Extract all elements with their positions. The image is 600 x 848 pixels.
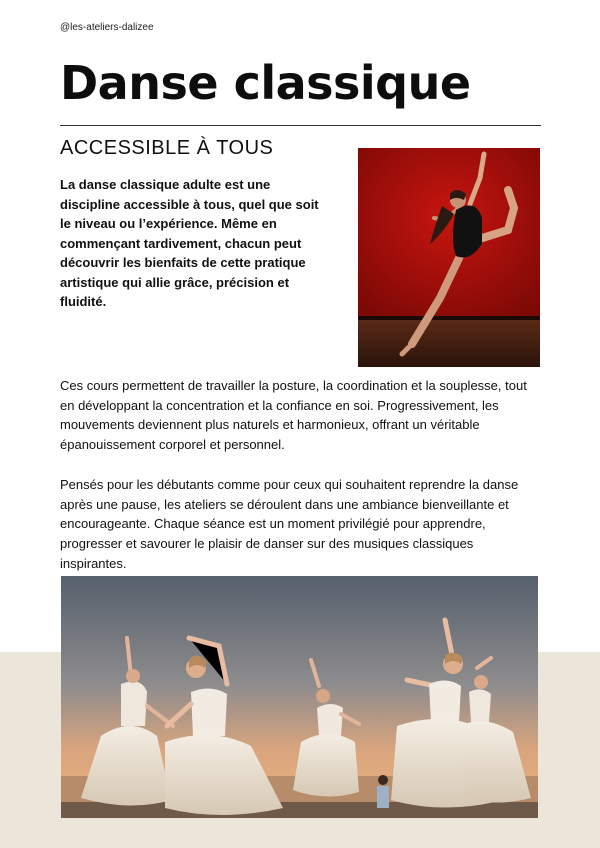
dancer-leap-photo [358, 148, 540, 367]
dance-troupe-photo [61, 576, 538, 818]
intro-paragraph: La danse classique adulte est une discipline accessible à tous, quel que soit le niveau ou l’expérience. Même en commençant tardivement, chacun peut découvrir les bienfaits de cette pratique artistique qui allie grâce, précision et fluidité. [60, 177, 319, 309]
social-handle: @les-ateliers-dalizee [60, 22, 154, 33]
page-title: Danse classique [60, 56, 471, 110]
section-subtitle: ACCESSIBLE À TOUS [60, 137, 274, 159]
title-divider [60, 125, 541, 126]
body-paragraph-2: Pensés pour les débutants comme pour ceux qui souhaitent reprendre la danse après une pause, les ateliers se déroulent dans une ambiance bienveillante et encourageante. Chaque séance est un moment privilégié pour apprendre, progresser et savourer le plaisir de danser sur des musiques classiques inspirantes. [60, 477, 519, 571]
body-paragraph-1: Ces cours permettent de travailler la posture, la coordination et la souplesse, tout en développant la concentration et la confiance en soi. Progressivement, les mouvements deviennent plus naturels et harmonieux, offrant un véritable épanouissement corporel et personnel. [60, 378, 527, 453]
